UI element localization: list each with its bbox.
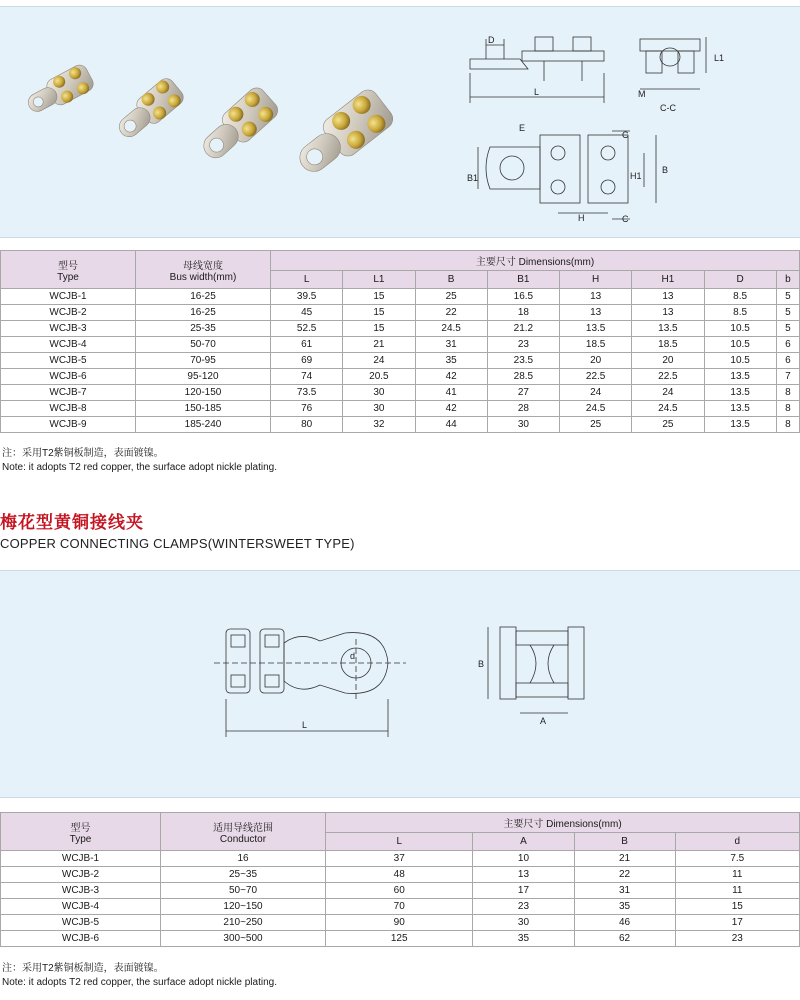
table-cell: 10 — [473, 851, 574, 867]
t1-dim-col-l1: L1 — [343, 271, 415, 289]
label2-l: L — [302, 720, 308, 730]
table-cell: 8 — [776, 417, 799, 433]
table-cell: 5 — [776, 321, 799, 337]
table-cell: 5 — [776, 305, 799, 321]
label-cc: C-C — [660, 103, 676, 113]
clamp-photo-4 — [289, 86, 396, 183]
table-cell: 50-70 — [136, 337, 271, 353]
table-cell: 21.2 — [487, 321, 559, 337]
table-cell: 16.5 — [487, 289, 559, 305]
t1-dim-col-b: b — [776, 271, 799, 289]
table-cell: WCJB-5 — [1, 353, 136, 369]
table-cell: WCJB-1 — [1, 851, 161, 867]
table-cell: 150-185 — [136, 401, 271, 417]
section-title-cn: 梅花型黄铜接线夹 — [0, 513, 144, 532]
drawing-front-view — [214, 629, 406, 737]
label-d: D — [488, 35, 495, 45]
table-cell: 50~70 — [161, 883, 326, 899]
table-cell: 30 — [487, 417, 559, 433]
col2-dimensions: 主要尺寸 Dimensions(mm) — [326, 813, 800, 833]
t1-dim-col-l: L — [271, 271, 343, 289]
table-cell: 13.5 — [704, 369, 776, 385]
table-cell: WCJB-6 — [1, 369, 136, 385]
table-cell: 35 — [473, 931, 574, 947]
table-cell: 15 — [675, 899, 799, 915]
table-cell: 62 — [574, 931, 675, 947]
table-cell: 13 — [560, 305, 632, 321]
table-cell: 7 — [776, 369, 799, 385]
section-title-en: COPPER CONNECTING CLAMPS(WINTERSWEET TYPE) — [0, 536, 355, 551]
table-cell: 120~150 — [161, 899, 326, 915]
table-row — [1, 369, 800, 385]
table-cell: 30 — [343, 401, 415, 417]
table-cell: 25 — [560, 417, 632, 433]
table-cell: WCJB-5 — [1, 915, 161, 931]
table-cell: WCJB-7 — [1, 385, 136, 401]
table-cell: WCJB-4 — [1, 899, 161, 915]
t1-dim-col-b1: B1 — [487, 271, 559, 289]
table-cell: 39.5 — [271, 289, 343, 305]
col-dimensions: 主要尺寸 Dimensions(mm) — [271, 251, 800, 271]
table-cell: WCJB-3 — [1, 321, 136, 337]
table-cell: 13 — [632, 305, 704, 321]
table-cell: 20.5 — [343, 369, 415, 385]
table-cell: 185-240 — [136, 417, 271, 433]
table-cell: 16-25 — [136, 305, 271, 321]
t2-dim-col-l: L — [326, 833, 473, 851]
table-cell: 17 — [675, 915, 799, 931]
label2-b: B — [478, 659, 485, 669]
table-cell: 18.5 — [632, 337, 704, 353]
table-cell: 24.5 — [415, 321, 487, 337]
table-cell: 24.5 — [560, 401, 632, 417]
table-cell: 41 — [415, 385, 487, 401]
table-row — [1, 931, 800, 947]
table-cell: 23 — [487, 337, 559, 353]
table-cell: WCJB-8 — [1, 401, 136, 417]
table-cell: 35 — [574, 899, 675, 915]
t1-dim-col-h: H — [560, 271, 632, 289]
table-cell: 46 — [574, 915, 675, 931]
label-c-top: C — [622, 130, 629, 140]
table-row — [1, 289, 800, 305]
table-cell: 23.5 — [487, 353, 559, 369]
table-cell: 15 — [343, 289, 415, 305]
table-cell: 30 — [473, 915, 574, 931]
product-drawing-2 — [0, 571, 800, 799]
table-row — [1, 417, 800, 433]
table-cell: WCJB-3 — [1, 883, 161, 899]
col-type: 型号 Type — [1, 251, 136, 289]
table-cell: 13 — [473, 867, 574, 883]
note-2: 注：采用T2紫铜板制造，表面镀镍。 Note: it adopts T2 red copper, the surface adopt nickle plating. — [2, 963, 277, 988]
table-cell: 20 — [560, 353, 632, 369]
label-b1: B1 — [467, 173, 479, 183]
table-row — [1, 867, 800, 883]
table-cell: 74 — [271, 369, 343, 385]
table-cell: 21 — [574, 851, 675, 867]
table-cell: 61 — [271, 337, 343, 353]
table-cell: 95-120 — [136, 369, 271, 385]
table-cell: 44 — [415, 417, 487, 433]
table-cell: WCJB-6 — [1, 931, 161, 947]
table-cell: 60 — [326, 883, 473, 899]
table-cell: WCJB-9 — [1, 417, 136, 433]
table-cell: 22.5 — [632, 369, 704, 385]
table-cell: 10.5 — [704, 353, 776, 369]
table-cell: 24 — [632, 385, 704, 401]
table-cell: 300~500 — [161, 931, 326, 947]
table-row — [1, 305, 800, 321]
table-cell: 13 — [560, 289, 632, 305]
table-cell: WCJB-1 — [1, 289, 136, 305]
col-bus-width: 母线宽度 Bus width(mm) — [136, 251, 271, 289]
table-cell: 73.5 — [271, 385, 343, 401]
table-cell: 22 — [574, 867, 675, 883]
table-cell: 16-25 — [136, 289, 271, 305]
table-cell: 125 — [326, 931, 473, 947]
label-c-bottom: C — [622, 214, 629, 224]
table-row — [1, 353, 800, 369]
t2-dim-col-d: d — [675, 833, 799, 851]
product-illustration — [0, 7, 800, 239]
table-cell: 16 — [161, 851, 326, 867]
table-cell: 15 — [343, 305, 415, 321]
table-cell: 52.5 — [271, 321, 343, 337]
table-cell: 24 — [343, 353, 415, 369]
table-row — [1, 385, 800, 401]
table-cell: 22 — [415, 305, 487, 321]
table-cell: 42 — [415, 369, 487, 385]
table-cell: 5 — [776, 289, 799, 305]
drawing-section-cc — [640, 37, 706, 89]
label-l1: L1 — [714, 53, 725, 63]
note-1: 注：采用T2紫铜板制造，表面镀镍。 Note: it adopts T2 red copper, the surface adopt nickle plating. — [2, 448, 277, 473]
table-row — [1, 915, 800, 931]
table-cell: 8 — [776, 385, 799, 401]
label-m: M — [638, 89, 646, 99]
table-cell: 10.5 — [704, 321, 776, 337]
table-cell: 42 — [415, 401, 487, 417]
table-cell: 11 — [675, 867, 799, 883]
table-row — [1, 883, 800, 899]
clamp-photo-3 — [195, 84, 282, 167]
spec-table-1 — [0, 250, 800, 433]
table-cell: 23 — [675, 931, 799, 947]
table-cell: 70 — [326, 899, 473, 915]
table-cell: 22.5 — [560, 369, 632, 385]
table-cell: 90 — [326, 915, 473, 931]
label-e: E — [519, 123, 526, 133]
table-cell: 6 — [776, 337, 799, 353]
table-cell: 18.5 — [560, 337, 632, 353]
table-cell: 13.5 — [560, 321, 632, 337]
table-cell: 7.5 — [675, 851, 799, 867]
col2-type: 型号 Type — [1, 813, 161, 851]
table-cell: WCJB-4 — [1, 337, 136, 353]
table-cell: 27 — [487, 385, 559, 401]
t2-dim-col-a: A — [473, 833, 574, 851]
table-cell: 10.5 — [704, 337, 776, 353]
t1-dim-col-h1: H1 — [632, 271, 704, 289]
table-cell: 120-150 — [136, 385, 271, 401]
table-row — [1, 401, 800, 417]
table-cell: 45 — [271, 305, 343, 321]
label-l: L — [534, 87, 540, 97]
table-cell: 25 — [632, 417, 704, 433]
table-cell: 25 — [415, 289, 487, 305]
table-cell: 37 — [326, 851, 473, 867]
t1-dim-col-d: D — [704, 271, 776, 289]
table-cell: 20 — [632, 353, 704, 369]
table-cell: 25~35 — [161, 867, 326, 883]
table-row — [1, 321, 800, 337]
table-cell: 8.5 — [704, 289, 776, 305]
table-cell: 8 — [776, 401, 799, 417]
table-cell: 32 — [343, 417, 415, 433]
table-cell: 31 — [415, 337, 487, 353]
clamp-photo-1 — [23, 62, 97, 120]
label-h1: H1 — [630, 171, 642, 181]
table-cell: 30 — [343, 385, 415, 401]
label-b: B — [662, 165, 669, 175]
t2-dim-col-b: B — [574, 833, 675, 851]
table-cell: 28.5 — [487, 369, 559, 385]
table-cell: WCJB-2 — [1, 867, 161, 883]
table-cell: 35 — [415, 353, 487, 369]
table-cell: 8.5 — [704, 305, 776, 321]
table-cell: 13.5 — [704, 401, 776, 417]
table-cell: 210~250 — [161, 915, 326, 931]
table-cell: 13 — [632, 289, 704, 305]
table-cell: 13.5 — [632, 321, 704, 337]
table-cell: 15 — [343, 321, 415, 337]
table-cell: 28 — [487, 401, 559, 417]
drawing-side-view-2 — [488, 627, 584, 713]
table-cell: 24.5 — [632, 401, 704, 417]
table-cell: 23 — [473, 899, 574, 915]
product-panel-bottom — [0, 570, 800, 798]
table-cell: 25-35 — [136, 321, 271, 337]
clamp-photo-2 — [112, 75, 187, 145]
label2-a: A — [540, 716, 547, 726]
table-row — [1, 337, 800, 353]
table-row — [1, 899, 800, 915]
t1-dim-col-b: B — [415, 271, 487, 289]
table-cell: 21 — [343, 337, 415, 353]
table-cell: 69 — [271, 353, 343, 369]
table-cell: 13.5 — [704, 417, 776, 433]
label2-d: d — [350, 651, 356, 661]
table-cell: 18 — [487, 305, 559, 321]
table-cell: 31 — [574, 883, 675, 899]
table-cell: 76 — [271, 401, 343, 417]
table-cell: 11 — [675, 883, 799, 899]
spec-table-2 — [0, 812, 800, 947]
label-h: H — [578, 213, 585, 223]
col2-conductor: 适用导线范围 Conductor — [161, 813, 326, 851]
table-cell: 6 — [776, 353, 799, 369]
table-cell: WCJB-2 — [1, 305, 136, 321]
table-cell: 24 — [560, 385, 632, 401]
table-row — [1, 851, 800, 867]
product-panel-top — [0, 6, 800, 238]
table-cell: 17 — [473, 883, 574, 899]
table-cell: 70-95 — [136, 353, 271, 369]
table-cell: 80 — [271, 417, 343, 433]
table-cell: 48 — [326, 867, 473, 883]
table-cell: 13.5 — [704, 385, 776, 401]
